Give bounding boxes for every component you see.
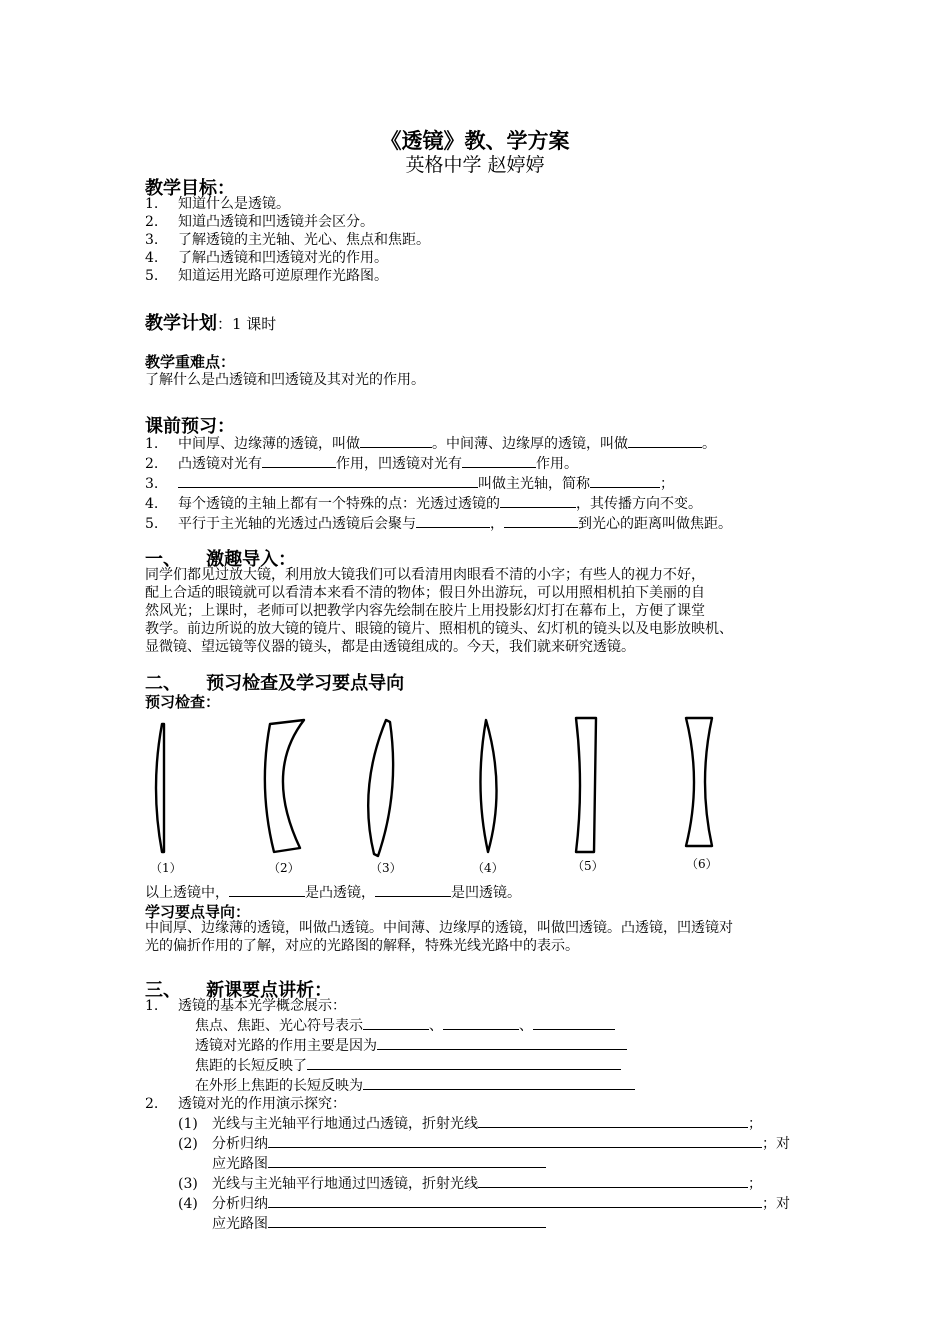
lens-label-5: （5） (572, 859, 604, 873)
section1-heading: 一、 激趣导入： (145, 549, 297, 570)
sub-item: (4) 分析归纳 ；对 (145, 1193, 825, 1213)
objectives-heading: 教学目标： (145, 178, 235, 199)
list-item: 5. 知道运用光路可逆原理作光路图。 (145, 268, 388, 284)
sub-item: (2) 分析归纳 ；对 (145, 1133, 825, 1153)
list-item: 1. 中间厚、边缘薄的透镜，叫做 。中间薄、边缘厚的透镜，叫做 。 (145, 433, 825, 453)
plan-line (145, 309, 276, 335)
list-item: 2. 知道凸透镜和凹透镜并会区分。 (145, 214, 374, 230)
sub-item: 焦点、焦距、光心符号表示 、 、 (145, 1015, 825, 1035)
lens-label-2: （2） (268, 861, 300, 875)
preview-heading: 课前预习： (145, 416, 235, 437)
sub-item: (1) 光线与主光轴平行地通过凸透镜，折射光线 ； (145, 1113, 825, 1133)
guide-paragraph: 中间厚、边缘薄的透镜，叫做凸透镜。中间薄、边缘厚的透镜，叫做凹透镜。凸透镜，凹透镜对 光的偏折作用的了解，对应的光路图的解释，特殊光线光路中的表示。 (145, 920, 733, 954)
list-item: 1. 透镜的基本光学概念展示： (145, 998, 346, 1014)
section3-body (145, 997, 825, 1233)
lens-4-shape (480, 720, 496, 852)
lens-label-1: （1） (150, 861, 182, 875)
lens-3-shape (368, 720, 393, 856)
preview-list (145, 433, 825, 533)
list-item: 4. 了解凸透镜和凹透镜对光的作用。 (145, 250, 388, 266)
sub-item: 在外形上焦距的长短反映为 (145, 1075, 825, 1095)
plan-heading: 教学计划 (145, 313, 217, 334)
lens-question: 以上透镜中， 是凸透镜， 是凹透镜。 (145, 882, 521, 902)
objectives-list (145, 195, 430, 285)
list-item: 2. 凸透镜对光有 作用，凹透镜对光有 作用。 (145, 453, 825, 473)
check-heading: 预习检查： (145, 693, 221, 711)
list-item: 3. 了解透镜的主光轴、光心、焦点和焦距。 (145, 232, 430, 248)
list-item: 4. 每个透镜的主轴上都有一个特殊的点：光透过透镜的 ，其传播方向不变。 (145, 493, 825, 513)
lens-label-3: （3） (370, 861, 402, 875)
list-item: 1. 知道什么是透镜。 (145, 196, 290, 212)
keypoints-text: 了解什么是凸透镜和凹透镜及其对光的作用。 (145, 372, 425, 388)
lens-label-6: （6） (686, 857, 718, 871)
lens-6-shape (686, 718, 712, 846)
sub-item: (3) 光线与主光轴平行地通过凹透镜，折射光线 ； (145, 1173, 825, 1193)
page-title: 《透镜》教、学方案 (380, 128, 570, 153)
lens-5-shape (576, 718, 596, 852)
author-line: 英格中学 赵婷婷 (405, 154, 545, 176)
guide-heading: 学习要点导向： (145, 903, 251, 921)
list-item: 2. 透镜对光的作用演示探究： (145, 1096, 346, 1112)
lens-2-shape (265, 720, 304, 852)
lens-label-4: （4） (472, 861, 504, 875)
plan-value: ：1 课时 (217, 315, 277, 333)
lens-1-shape (156, 724, 164, 852)
sub-item: 应光路图 (145, 1213, 825, 1233)
lens-figure (130, 712, 750, 882)
keypoints-heading: 教学重难点： (145, 353, 236, 371)
section2-heading: 二、 预习检查及学习要点导向 (145, 673, 405, 694)
sub-item: 应光路图 (145, 1153, 825, 1173)
sub-item: 透镜对光路的作用主要是因为 (145, 1035, 825, 1055)
list-item: 5. 平行于主光轴的光透过凸透镜后会聚与 ， 到光心的距离叫做焦距。 (145, 513, 825, 533)
list-item: 3. 叫做主光轴，简称 ； (145, 473, 825, 493)
section1-paragraph: 同学们都见过放大镜，利用放大镜我们可以看清用肉眼看不清的小字；有些人的视力不好， 配上合适的眼镜就可以看清本来看不清的物体；假日外出游玩，可以用照相机拍下美丽的自 然风光；上课时，老师可以把教学内容先绘制在胶片上用投影幻灯打在幕布上，方便了课堂 教学。前边所说的放大镜的镜片、眼镜的镜片、照相机的镜头、幻灯机的镜头以及电影放映机、 显微镜、望远镜等仪器的镜头，都是由透镜组成的。今天，我们就来研究透镜。 (145, 567, 733, 655)
section3-heading: 三、 新课要点讲析： (145, 980, 333, 1001)
sub-item: 焦距的长短反映了 (145, 1055, 825, 1075)
